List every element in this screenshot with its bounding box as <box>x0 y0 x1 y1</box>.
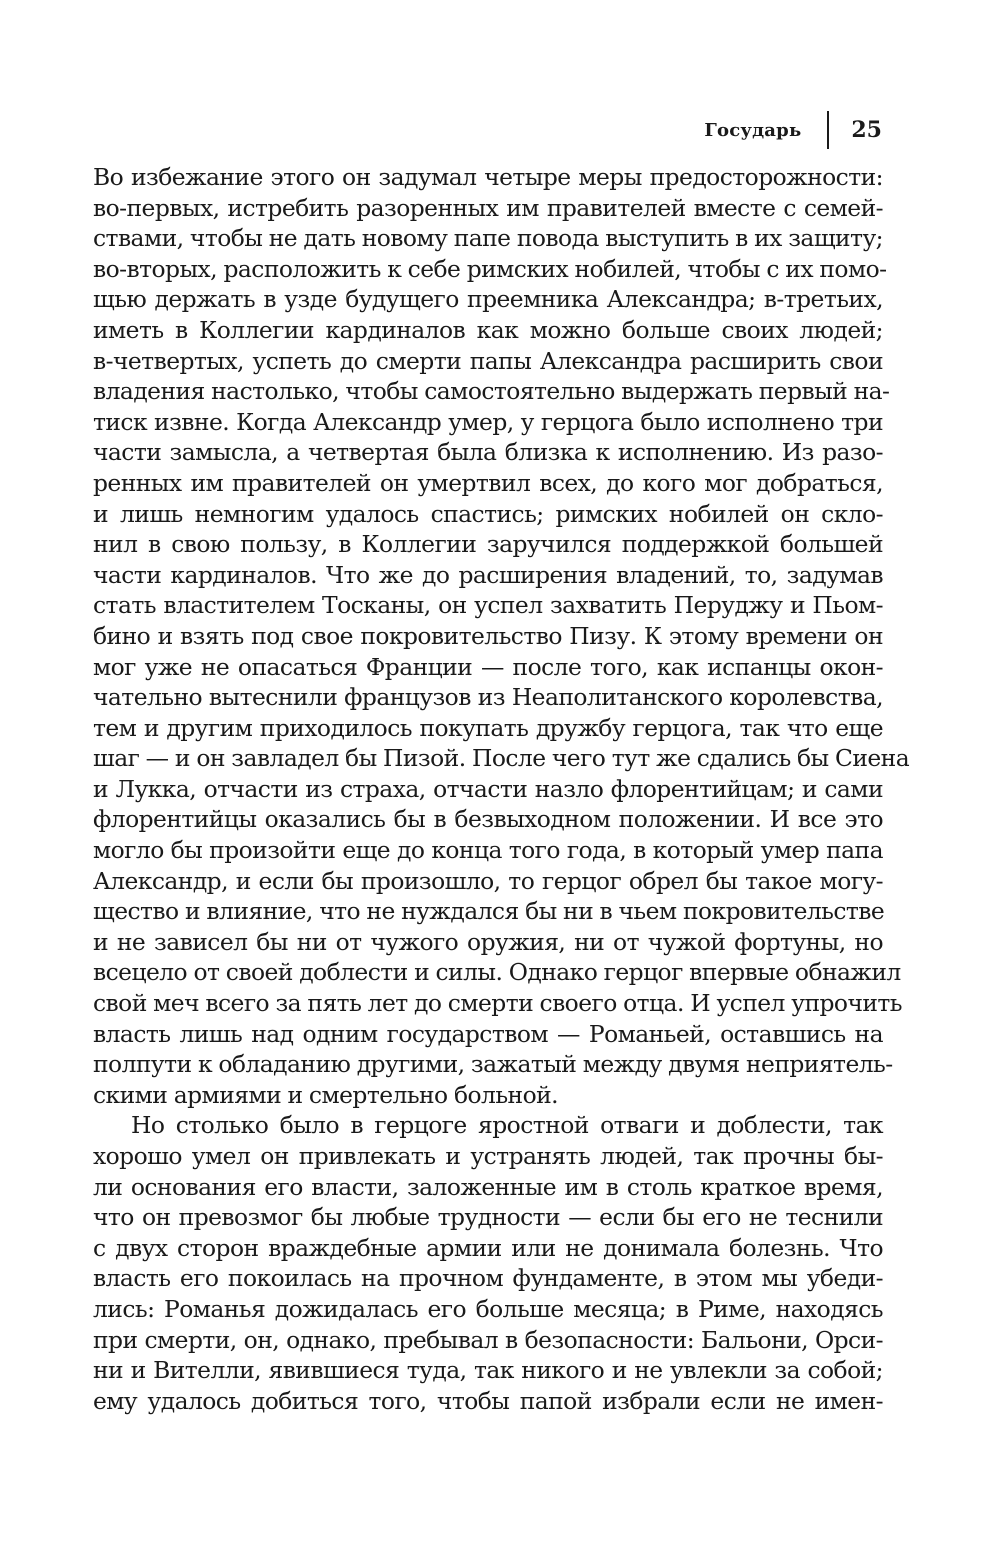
text-line: владения настолько, чтобы самостоятельно выдержать первый на- <box>93 377 890 406</box>
text-line: мог уже не опасаться Франции — после того, как испанцы окон- <box>93 652 883 681</box>
text-line: бино и взять под свое покровительство Пизу. К этому времени он <box>93 621 883 650</box>
text-line: флорентийцы оказались бы в безвыходном положении. И все это <box>93 805 883 834</box>
text-line: в-четвертых, успеть до смерти папы Александра расширить свои <box>93 346 883 375</box>
text-line: Во избежание этого он задумал четыре меры предосторожности: <box>93 163 883 191</box>
paragraph <box>93 162 910 1110</box>
text-line: стать властителем Тосканы, он успел захватить Перуджу и Пьом- <box>93 591 883 620</box>
text-line: щество и влияние, что не нуждался бы ни в чьем покровительстве <box>93 897 885 926</box>
text-line: и не зависел бы ни от чужого оружия, ни от чужой фортуны, но <box>93 927 883 956</box>
running-title: Государь <box>704 119 802 141</box>
text-line: нил в свою пользу, в Коллегии заручился поддержкой большей <box>93 530 883 559</box>
text-line: власть лишь над одним государством — Романьей, оставшись на <box>93 1019 883 1048</box>
text-line: части замысла, а четвертая была близка к исполнению. Из разо- <box>93 438 883 467</box>
text-line: могло бы произойти еще до конца того года, в который умер папа <box>93 836 883 865</box>
text-line: ли основания его власти, заложенные им в столь краткое время, <box>93 1172 883 1201</box>
text-line: ствами, чтобы не дать новому папе повода выступить в их защиту; <box>93 224 883 253</box>
text-line: тем и другим приходилось покупать дружбу герцога, так что еще <box>93 713 883 742</box>
page-number: 25 <box>851 117 882 143</box>
text-line: ни и Вителли, явившиеся туда, так никого и не увлекли за собой; <box>93 1356 883 1385</box>
text-line: и Лукка, отчасти из страха, отчасти назло флорентийцам; и сами <box>93 774 883 803</box>
text-line: хорошо умел он привлекать и устранять людей, так прочны бы- <box>93 1142 883 1170</box>
text-line: Александр, и если бы произошло, то герцог обрел бы такое могу- <box>93 866 883 895</box>
text-line: шаг — и он завладел бы Пизой. После чего тут же сдались бы Сиена <box>93 744 910 773</box>
text-line: власть его покоилась на прочном фундаменте, в этом мы убеди- <box>93 1264 883 1293</box>
body-text <box>93 162 910 1416</box>
text-line: свой меч всего за пять лет до смерти своего отца. И успел упрочить <box>93 989 902 1018</box>
text-line: части кардиналов. Что же до расширения владений, то, задумав <box>93 560 883 589</box>
text-line: что он превозмог бы любые трудности — если бы его не теснили <box>93 1203 883 1232</box>
text-line: и лишь немногим удалось спастись; римских нобилей он скло- <box>93 499 883 528</box>
text-line: во-вторых, расположить к себе римских нобилей, чтобы с их помо- <box>93 254 887 283</box>
text-line: иметь в Коллегии кардиналов как можно больше своих людей; <box>93 315 883 344</box>
text-line: при смерти, он, однако, пребывал в безопасности: Бальони, Орси- <box>93 1325 883 1354</box>
text-line: чательно вытеснили французов из Неаполитанского королевства, <box>93 683 883 712</box>
text-line: ему удалось добиться того, чтобы папой избрали если не имен- <box>93 1386 883 1415</box>
text-line: Но столько было в герцоге яростной отваги и доблести, так <box>131 1111 883 1140</box>
text-line: скими армиями и смертельно больной. <box>93 1080 559 1109</box>
text-line: всецело от своей доблести и силы. Однако герцог впервые обнажил <box>93 958 901 987</box>
text-line: тиск извне. Когда Александр умер, у герцога было исполнено три <box>93 407 883 436</box>
paragraph <box>93 1110 883 1416</box>
text-line: полпути к обладанию другими, зажатый между двумя неприятель- <box>93 1050 893 1079</box>
running-header <box>704 112 882 148</box>
text-line: лись: Романья дожидалась его больше месяца; в Риме, находясь <box>93 1294 883 1323</box>
text-line: ренных им правителей он умертвил всех, до кого мог добраться, <box>93 468 883 497</box>
header-divider <box>827 111 829 149</box>
text-line: щью держать в узде будущего преемника Александра; в-третьих, <box>93 285 883 314</box>
text-line: во-первых, истребить разоренных им правителей вместе с семей- <box>93 193 883 222</box>
text-line: с двух сторон враждебные армии или не донимала болезнь. Что <box>93 1233 883 1262</box>
